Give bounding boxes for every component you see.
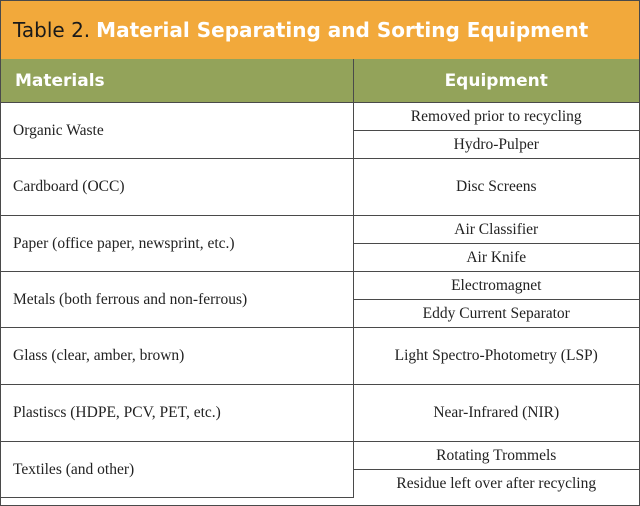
table-row <box>1 216 639 244</box>
table-number: Table 2. <box>13 18 91 42</box>
equipment-cell: Light Spectro-Photometry (LSP) <box>353 328 639 385</box>
material-cell: Glass (clear, amber, brown) <box>1 328 353 385</box>
equipment-cell: Disc Screens <box>353 159 639 216</box>
table-row <box>1 103 639 131</box>
equipment-cell: Electromagnet <box>353 272 639 300</box>
equipment-cell: Hydro-Pulper <box>353 131 639 159</box>
table-title-bar <box>1 1 639 59</box>
material-cell: Organic Waste <box>1 103 353 159</box>
table-row <box>1 159 639 216</box>
table-row <box>1 272 639 300</box>
equipment-table <box>1 59 639 498</box>
material-cell: Cardboard (OCC) <box>1 159 353 216</box>
equipment-cell: Rotating Trommels <box>353 442 639 470</box>
equipment-cell: Eddy Current Separator <box>353 300 639 328</box>
equipment-cell: Air Classifier <box>353 216 639 244</box>
table-row <box>1 385 639 442</box>
equipment-cell: Residue left over after recycling <box>353 470 639 498</box>
header-row <box>1 59 639 103</box>
header-equipment: Equipment <box>353 59 639 103</box>
table-row <box>1 328 639 385</box>
material-cell: Metals (both ferrous and non-ferrous) <box>1 272 353 328</box>
material-cell: Plastiscs (HDPE, PCV, PET, etc.) <box>1 385 353 442</box>
equipment-cell: Removed prior to recycling <box>353 103 639 131</box>
equipment-cell: Near-Infrared (NIR) <box>353 385 639 442</box>
material-cell: Paper (office paper, newsprint, etc.) <box>1 216 353 272</box>
material-cell: Textiles (and other) <box>1 442 353 498</box>
header-materials: Materials <box>1 59 353 103</box>
equipment-cell: Air Knife <box>353 244 639 272</box>
table-row <box>1 442 639 470</box>
table-title: Material Separating and Sorting Equipment <box>96 18 589 42</box>
